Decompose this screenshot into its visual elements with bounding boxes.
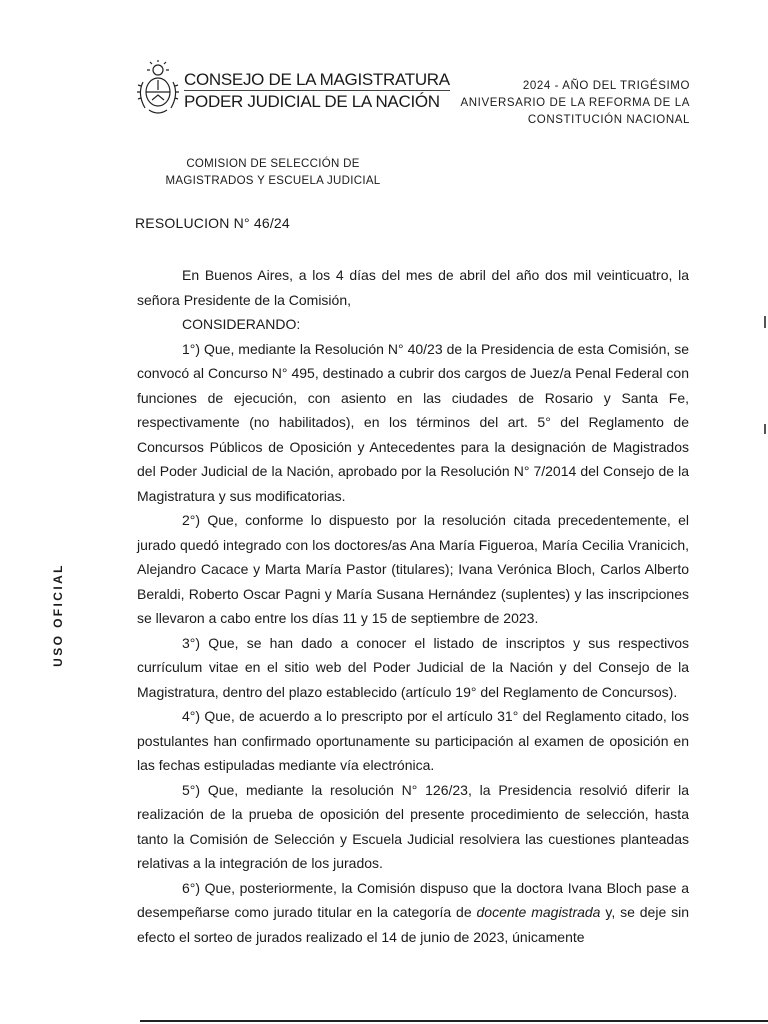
year-motto-line: CONSTITUCIÓN NACIONAL [527, 114, 690, 126]
commission-name [163, 156, 383, 190]
year-motto [430, 78, 690, 129]
resolution-number: RESOLUCION N° 46/24 [135, 215, 290, 231]
commission-name-line2: MAGISTRADOS Y ESCUELA JUDICIAL [165, 175, 381, 187]
year-motto-line: 2024 - AÑO DEL TRIGÉSIMO [522, 80, 690, 92]
institution-name-line1: CONSEJO DE LA MAGISTRATURA [184, 70, 450, 89]
coat-of-arms-seal-icon [135, 60, 181, 120]
scan-edge-mark [764, 316, 766, 328]
paragraph-1: 1°) Que, mediante la Resolución N° 40/23 de la Presidencia de esta Comisión, se convocó al Concurso N° 495, destinado a cubrir dos cargos de Juez/a Penal Federal con funciones de ejecución, con asiento en las ciudades de Rosario y Santa Fe, respectivamente (no habilitados), en los términos del art. 5° del Reglamento de Concursos Públicos de Oposición y Antecedentes para la designación de Magistrados del Poder Judicial de la Nación, aprobado por la Resolución N° 7/2014 del Consejo de la Magistratura y sus modificatorias. [137, 340, 689, 504]
intro-paragraph: En Buenos Aires, a los 4 días del mes de abril del año dos mil veinticuatro, la señora Presidente de la Comisión, [137, 267, 689, 308]
year-motto-line: ANIVERSARIO DE LA REFORMA DE LA [460, 97, 690, 109]
considerando-heading: CONSIDERANDO: [182, 316, 301, 332]
paragraph-6-part-a: 6°) Que, posteriormente, la Comisión dispuso que la doctora Ivana Bloch pase a desempeñarse como jurado titular en la categoría de [137, 879, 689, 920]
institution-name [184, 70, 450, 113]
paragraph-6-emphasis: docente magistrada [476, 904, 601, 920]
document-body [137, 263, 689, 949]
paragraph-2: 2°) Que, conforme lo dispuesto por la resolución citada precedentemente, el jurado quedó integrado con los doctores/as Ana María Figueroa, María Cecilia Vranicich, Alejandro Cacace y Marta María Pastor (titulares); Ivana Verónica Bloch, Carlos Alberto Beraldi, Roberto Oscar Pagni y María Susana Hernández (suplentes) y las inscripciones se llevaron a cabo entre los días 11 y 15 de septiembre de 2023. [137, 512, 689, 626]
paragraph-6-part-b: y, se deje sin efecto el sorteo de jurados realizado el 14 de junio de 2023, únicamente [137, 904, 690, 945]
paragraph-4: 4°) Que, de acuerdo a lo prescripto por el artículo 31° del Reglamento citado, los postulantes han confirmado oportunamente su participación al examen de oposición en las fechas estipuladas mediante vía electrónica. [137, 708, 689, 773]
institution-name-line2: PODER JUDICIAL DE LA NACIÓN [184, 92, 440, 111]
page-bottom-rule [140, 1020, 768, 1022]
scan-edge-mark [764, 424, 766, 434]
commission-name-line1: COMISION DE SELECCIÓN DE [186, 158, 360, 170]
side-stamp [46, 560, 70, 670]
paragraph-5: 5°) Que, mediante la resolución N° 126/23, la Presidencia resolvió diferir la realización de la prueba de oposición del presente procedimiento de selección, hasta tanto la Comisión de Selección y Escuela Judicial resolviera las cuestiones planteadas relativas a la integración de los jurados. [137, 781, 689, 871]
paragraph-3: 3°) Que, se han dado a conocer el listado de inscriptos y sus respectivos currículum vitae en el sitio web del Poder Judicial de la Nación y del Consejo de la Magistratura, dentro del plazo establecido (artículo 19° del Reglamento de Concursos). [137, 634, 689, 700]
paragraph-6 [137, 876, 689, 950]
side-stamp-text: USO OFICIAL [51, 563, 65, 667]
